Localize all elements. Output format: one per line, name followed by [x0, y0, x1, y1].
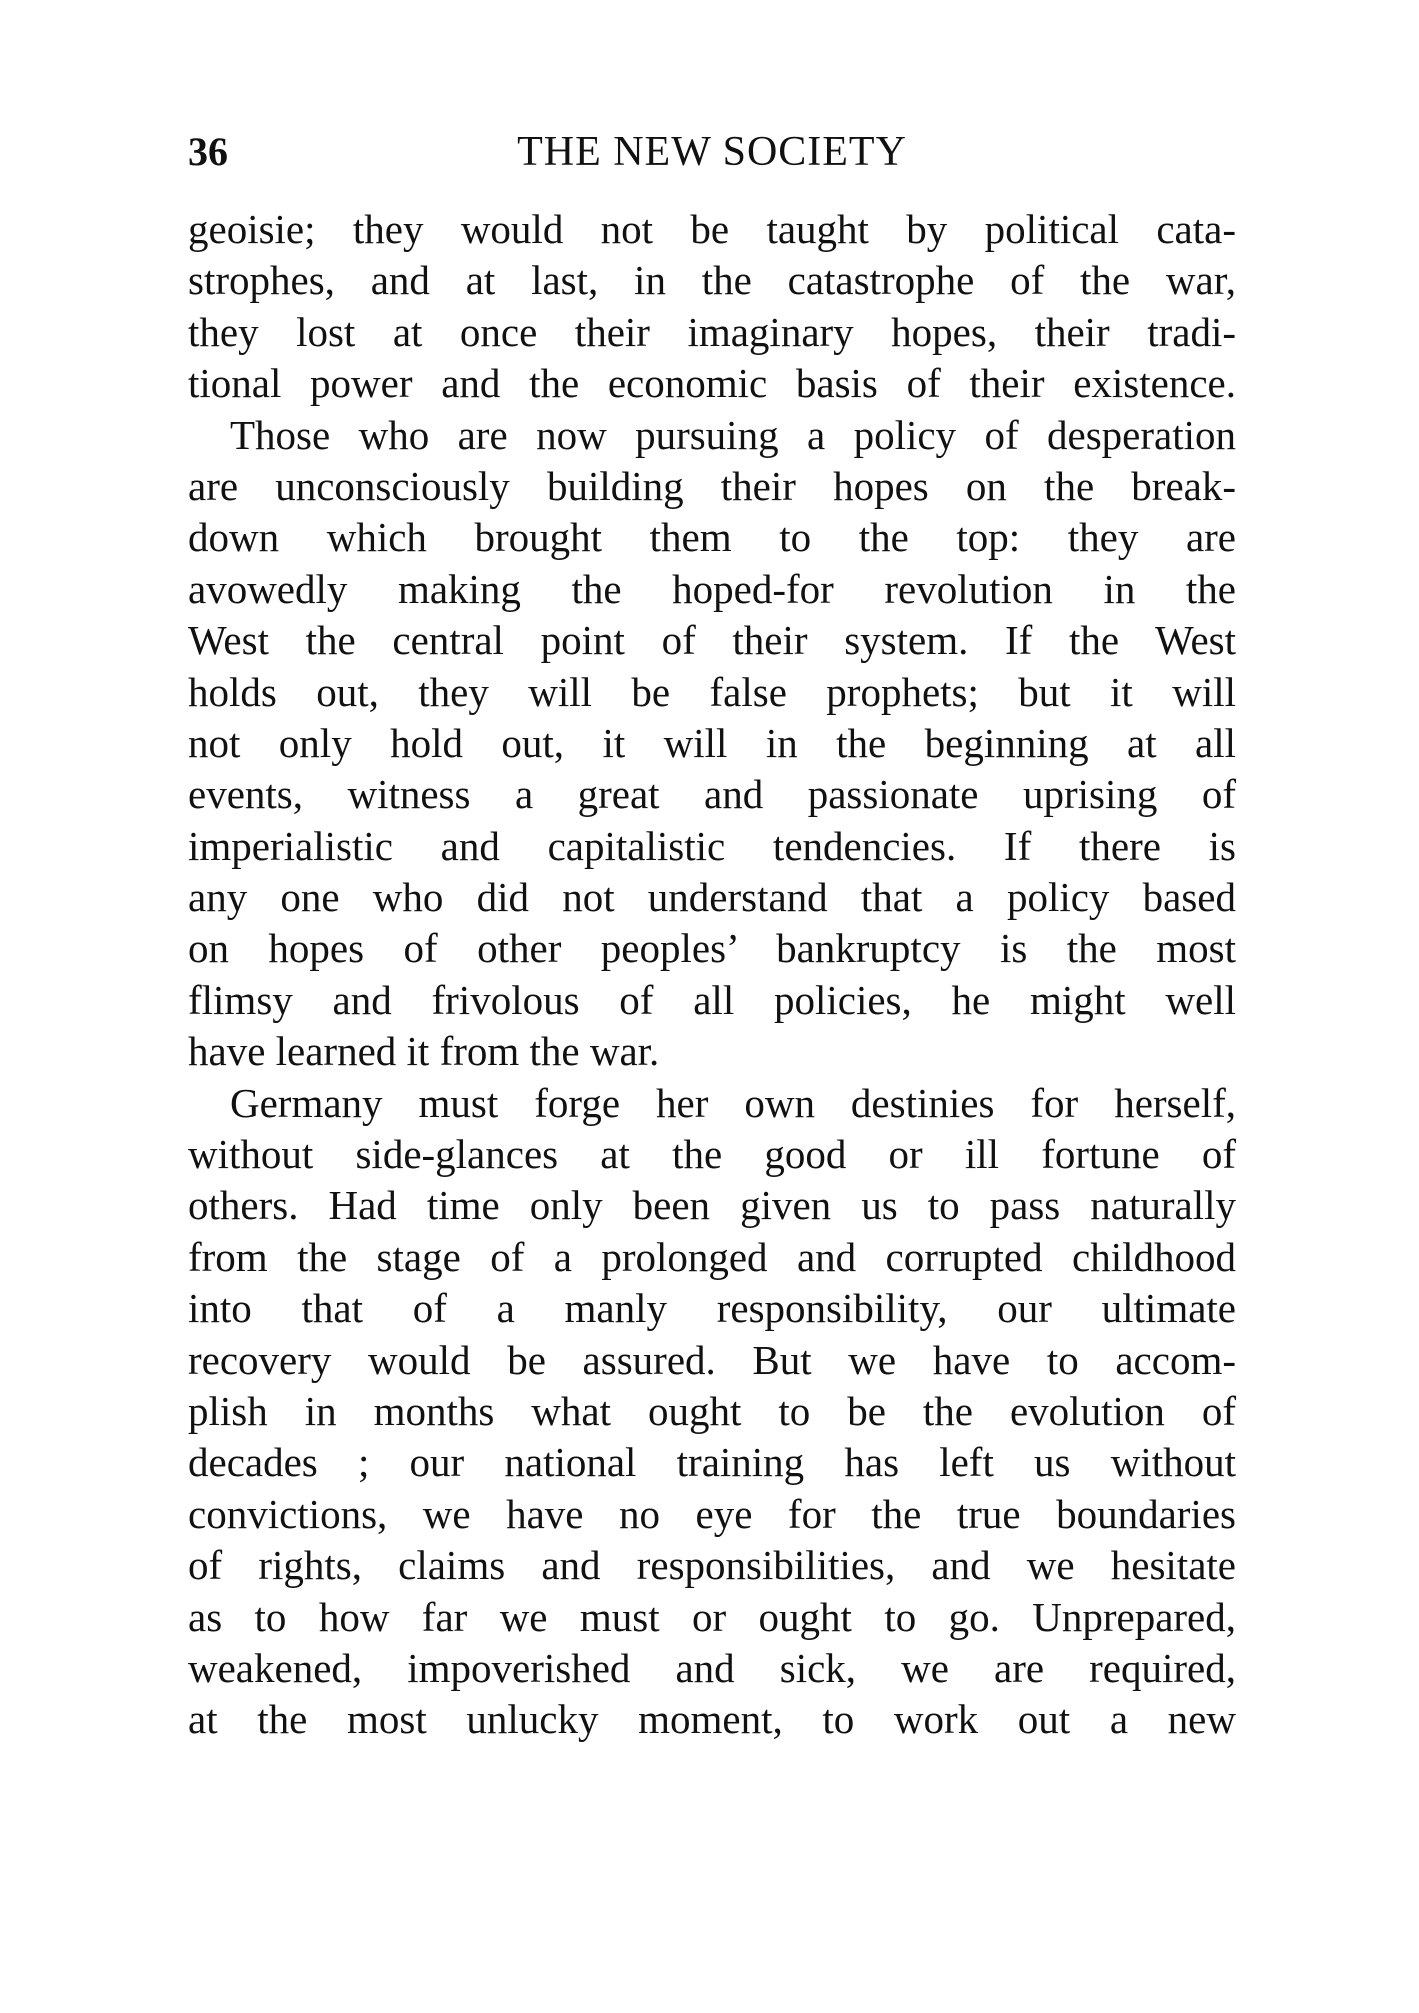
running-head	[188, 122, 1236, 182]
text-line: as to how far we must or ought to go. Unprepared,	[188, 1593, 1236, 1640]
text-line: avowedly making the hoped-for revolution in the	[188, 565, 1236, 612]
text-line: holds out, they will be false prophets; but it will	[188, 668, 1236, 715]
text-line: have learned it from the war.	[188, 1028, 660, 1075]
text-line: Those who are now pursuing a policy of desperation	[230, 411, 1236, 458]
text-line: tional power and the economic basis of their existence.	[188, 360, 1236, 407]
text-line: decades ; our national training has left us without	[188, 1439, 1236, 1486]
text-line: convictions, we have no eye for the true boundaries	[188, 1490, 1236, 1537]
text-line: strophes, and at last, in the catastrophe of the war,	[188, 257, 1236, 304]
text-line: at the most unlucky moment, to work out a new	[188, 1696, 1236, 1743]
text-line: imperialistic and capitalistic tendencies. If there is	[188, 822, 1236, 869]
text-line: any one who did not understand that a policy based	[188, 874, 1236, 921]
text-line: others. Had time only been given us to pass naturally	[188, 1182, 1236, 1229]
text-line: West the central point of their system. If the West	[188, 617, 1236, 664]
text-line: recovery would be assured. But we have to accom-	[188, 1336, 1236, 1383]
text-line: events, witness a great and passionate uprising of	[188, 771, 1236, 818]
text-line: they lost at once their imaginary hopes, their tradi-	[188, 308, 1236, 355]
text-line: from the stage of a prolonged and corrupted childhood	[188, 1233, 1236, 1280]
text-line: are unconsciously building their hopes on the break-	[188, 462, 1236, 509]
text-line: without side-glances at the good or ill fortune of	[188, 1131, 1236, 1178]
text-line: down which brought them to the top: they are	[188, 514, 1236, 561]
text-line: not only hold out, it will in the beginning at all	[188, 719, 1236, 766]
page-number: 36	[188, 129, 228, 174]
text-line: of rights, claims and responsibilities, and we hesitate	[188, 1542, 1236, 1589]
text-line: plish in months what ought to be the evolution of	[188, 1387, 1236, 1434]
body-text	[188, 204, 1236, 1746]
running-title: THE NEW SOCIETY	[517, 129, 907, 175]
text-line: geoisie; they would not be taught by political cata-	[188, 206, 1236, 252]
text-line: on hopes of other peoples’ bankruptcy is the most	[188, 925, 1236, 972]
text-line: Germany must forge her own destinies for herself,	[230, 1079, 1236, 1126]
text-line: into that of a manly responsibility, our ultimate	[188, 1285, 1236, 1332]
text-line: weakened, impoverished and sick, we are required,	[188, 1644, 1236, 1691]
text-line: flimsy and frivolous of all policies, he might well	[188, 976, 1236, 1023]
